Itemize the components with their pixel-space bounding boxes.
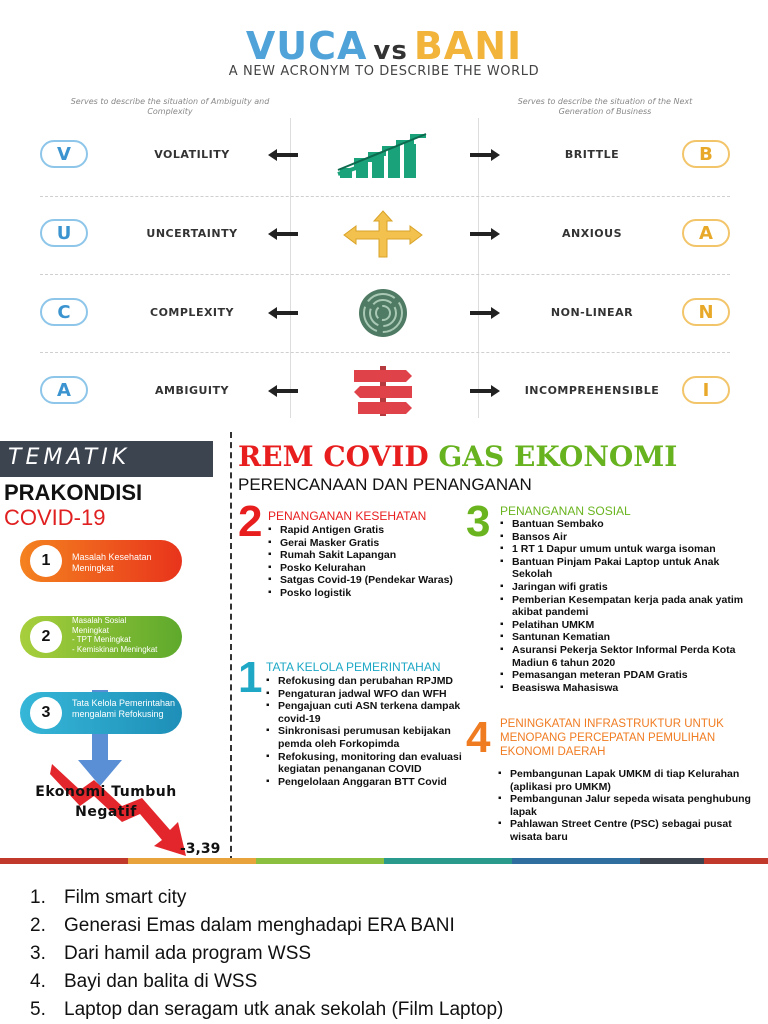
arrow-right-icon [470, 385, 500, 397]
word-anxious: ANXIOUS [562, 227, 622, 240]
ekonomi-line-1: Ekonomi Tumbuh [35, 784, 177, 800]
crossroads-arrows-icon [330, 209, 436, 259]
list-number: 5. [30, 999, 46, 1020]
prakondisi-step-2 [20, 616, 182, 658]
list-item: ▪ Pemberian Kesempatan kerja pada anak yatim akibat pandemi [500, 594, 758, 619]
word-volatility: VOLATILITY [154, 148, 230, 161]
color-divider-bar [0, 858, 768, 864]
list-infrastruktur [498, 768, 760, 844]
list-item: ▪ Beasiswa Mahasiswa [500, 682, 758, 695]
step-number: 2 [30, 621, 62, 653]
section-number: 2 [238, 497, 263, 546]
letter-b-badge: B [682, 140, 730, 168]
list-item: ▪ Pemasangan meteran PDAM Gratis [500, 669, 758, 682]
title-rem-covid: REM COVID [238, 440, 429, 473]
word-uncertainty: UNCERTAINTY [146, 227, 238, 240]
word-brittle: BRITTLE [564, 148, 620, 161]
list-item: ▪ Bantuan Sembako [500, 518, 758, 531]
list-text: Laptop dan seragam utk anak sekolah (Film Laptop) [64, 999, 504, 1020]
list-item: ▪ Pelatihan UMKM [500, 619, 758, 632]
maze-icon [330, 288, 436, 338]
list-item: ▪ Refokusing dan perubahan RPJMD [266, 675, 466, 688]
list-item: ▪ Posko logistik [268, 587, 458, 600]
list-text: Bayi dan balita di WSS [64, 971, 258, 992]
section-number: 4 [466, 713, 491, 762]
list-item: ▪ Pengajuan cuti ASN terkena dampak covid-19 [266, 700, 466, 725]
arrow-right-icon [470, 149, 500, 161]
list-item: ▪ Posko Kelurahan [268, 562, 458, 575]
list-item: ▪ Pembangunan Jalur sepeda wisata penghubung lapak [498, 793, 760, 818]
color-segment [384, 858, 512, 864]
vuca-row-volatility [0, 140, 768, 200]
section-heading-tata-kelola: TATA KELOLA PEMERINTAHAN [266, 660, 441, 674]
prakondisi-heading: PRAKONDISI [4, 480, 143, 505]
ekonomi-negatif-text [16, 782, 196, 822]
arrow-left-icon [268, 149, 298, 161]
color-segment [704, 858, 768, 864]
step-line: - Kemiskinan Meningkat [72, 644, 158, 654]
step-text [72, 616, 180, 654]
color-segment [128, 858, 256, 864]
list-item: ▪ Bantuan Pinjam Pakai Laptop untuk Anak Sekolah [500, 556, 758, 581]
list-kesehatan [268, 524, 458, 600]
vuca-row-complexity [0, 298, 768, 358]
list-item: ▪ Bansos Air [500, 531, 758, 544]
list-item [30, 884, 503, 912]
list-number: 2. [30, 915, 46, 936]
prakondisi-step-1 [20, 540, 182, 582]
list-item [30, 996, 503, 1024]
list-text: Film smart city [64, 887, 187, 908]
title-gas-ekonomi: GAS EKONOMI [438, 440, 678, 473]
letter-c-badge: C [40, 298, 88, 326]
title-bani: BANI [413, 24, 523, 68]
list-item: ▪ Pahlawan Street Centre (PSC) sebagai pusat wisata baru [498, 818, 760, 843]
list-item [30, 912, 503, 940]
serves-right-text: Serves to describe the situation of the Next Generation of Business [517, 97, 693, 116]
covid19-heading: COVID-19 [4, 505, 106, 530]
list-item: ▪ Gerai Masker Gratis [268, 537, 458, 550]
signpost-icon [330, 366, 436, 416]
word-non-linear: NON-LINEAR [550, 306, 634, 319]
step-text: Masalah Kesehatan Meningkat [72, 552, 152, 573]
vuca-row-uncertainty [0, 219, 768, 279]
color-segment [0, 858, 128, 864]
ekonomi-line-2: Negatif [75, 804, 137, 820]
list-number: 1. [30, 887, 46, 908]
list-sosial [500, 518, 758, 694]
color-segment [640, 858, 704, 864]
panel-divider [230, 432, 232, 862]
word-incomprehensible: INCOMPREHENSIBLE [524, 384, 660, 397]
title-vs: vs [373, 36, 408, 66]
step-line: - TPT Meningkat [72, 635, 131, 644]
section-number: 3 [466, 497, 491, 546]
list-item: ▪ Pembangunan Lapak UMKM di tiap Kelurahan (aplikasi pro UMKM) [498, 768, 760, 793]
list-text: Generasi Emas dalam menghadapi ERA BANI [64, 915, 455, 936]
list-item: ▪ Refokusing, monitoring dan evaluasi kegiatan penanganan COVID [266, 751, 466, 776]
list-item: ▪ Santunan Kematian [500, 631, 758, 644]
list-item: ▪ Sinkronisasi perumusan kebijakan pemda oleh Forkopimda [266, 725, 466, 750]
growth-chart-icon [330, 130, 436, 180]
step-number: 3 [30, 697, 62, 729]
vuca-subtitle: A NEW ACRONYM TO DESCRIBE THE WORLD [228, 64, 540, 79]
ekonomi-value: -3,39 [180, 841, 221, 857]
bottom-numbered-list [30, 884, 503, 1024]
section-heading-sosial: PENANGANAN SOSIAL [500, 504, 631, 518]
section-heading-infrastruktur: PENINGKATAN INFRASTRUKTUR UNTUK MENOPANG PERCEPATAN PEMULIHAN EKONOMI DAERAH [500, 718, 724, 758]
serves-left-text: Serves to describe the situation of Ambiguity and Complexity [70, 97, 270, 116]
arrow-right-icon [470, 228, 500, 240]
list-number: 4. [30, 971, 46, 992]
arrow-right-icon [470, 307, 500, 319]
step-text: Tata Kelola Pemerintahan mengalami Refokusing [72, 698, 176, 719]
color-segment [256, 858, 384, 864]
arrow-left-icon [268, 228, 298, 240]
list-item: ▪ Rapid Antigen Gratis [268, 524, 458, 537]
list-item: ▪ Jaringan wifi gratis [500, 581, 758, 594]
step-line: Meningkat [72, 625, 109, 635]
step-line: Masalah Sosial [72, 616, 127, 625]
arrow-left-icon [268, 385, 298, 397]
section-number: 1 [238, 653, 263, 702]
list-item: ▪ Rumah Sakit Lapangan [268, 549, 458, 562]
arrow-left-icon [268, 307, 298, 319]
letter-a-badge: A [40, 376, 88, 404]
step-number: 1 [30, 545, 62, 577]
section-heading-kesehatan: PENANGANAN KESEHATAN [268, 509, 427, 523]
list-text: Dari hamil ada program WSS [64, 943, 312, 964]
list-item: ▪ 1 RT 1 Dapur umum untuk warga isoman [500, 543, 758, 556]
rem-covid-gas-ekonomi-title [238, 440, 677, 474]
list-item [30, 968, 503, 996]
list-number: 3. [30, 943, 46, 964]
list-item: ▪ Pengelolaan Anggaran BTT Covid [266, 776, 466, 789]
title-vuca: VUCA [245, 24, 368, 68]
letter-a-badge: A [682, 219, 730, 247]
list-tata-kelola [266, 675, 466, 788]
list-item: ▪ Asuransi Pekerja Sektor Informal Perda Kota Madiun 6 tahun 2020 [500, 644, 758, 669]
letter-n-badge: N [682, 298, 730, 326]
prakondisi-step-3 [20, 692, 182, 734]
letter-u-badge: U [40, 219, 88, 247]
color-segment [512, 858, 640, 864]
letter-v-badge: V [40, 140, 88, 168]
letter-i-badge: I [682, 376, 730, 404]
perencanaan-subtitle: PERENCANAAN DAN PENANGANAN [238, 475, 532, 494]
tematik-banner: TEMATIK [0, 441, 213, 477]
word-ambiguity: AMBIGUITY [155, 384, 229, 397]
list-item [30, 940, 503, 968]
word-complexity: COMPLEXITY [150, 306, 234, 319]
vuca-row-ambiguity [0, 376, 768, 436]
list-item: ▪ Satgas Covid-19 (Pendekar Waras) [268, 574, 458, 587]
list-item: ▪ Pengaturan jadwal WFO dan WFH [266, 688, 466, 701]
